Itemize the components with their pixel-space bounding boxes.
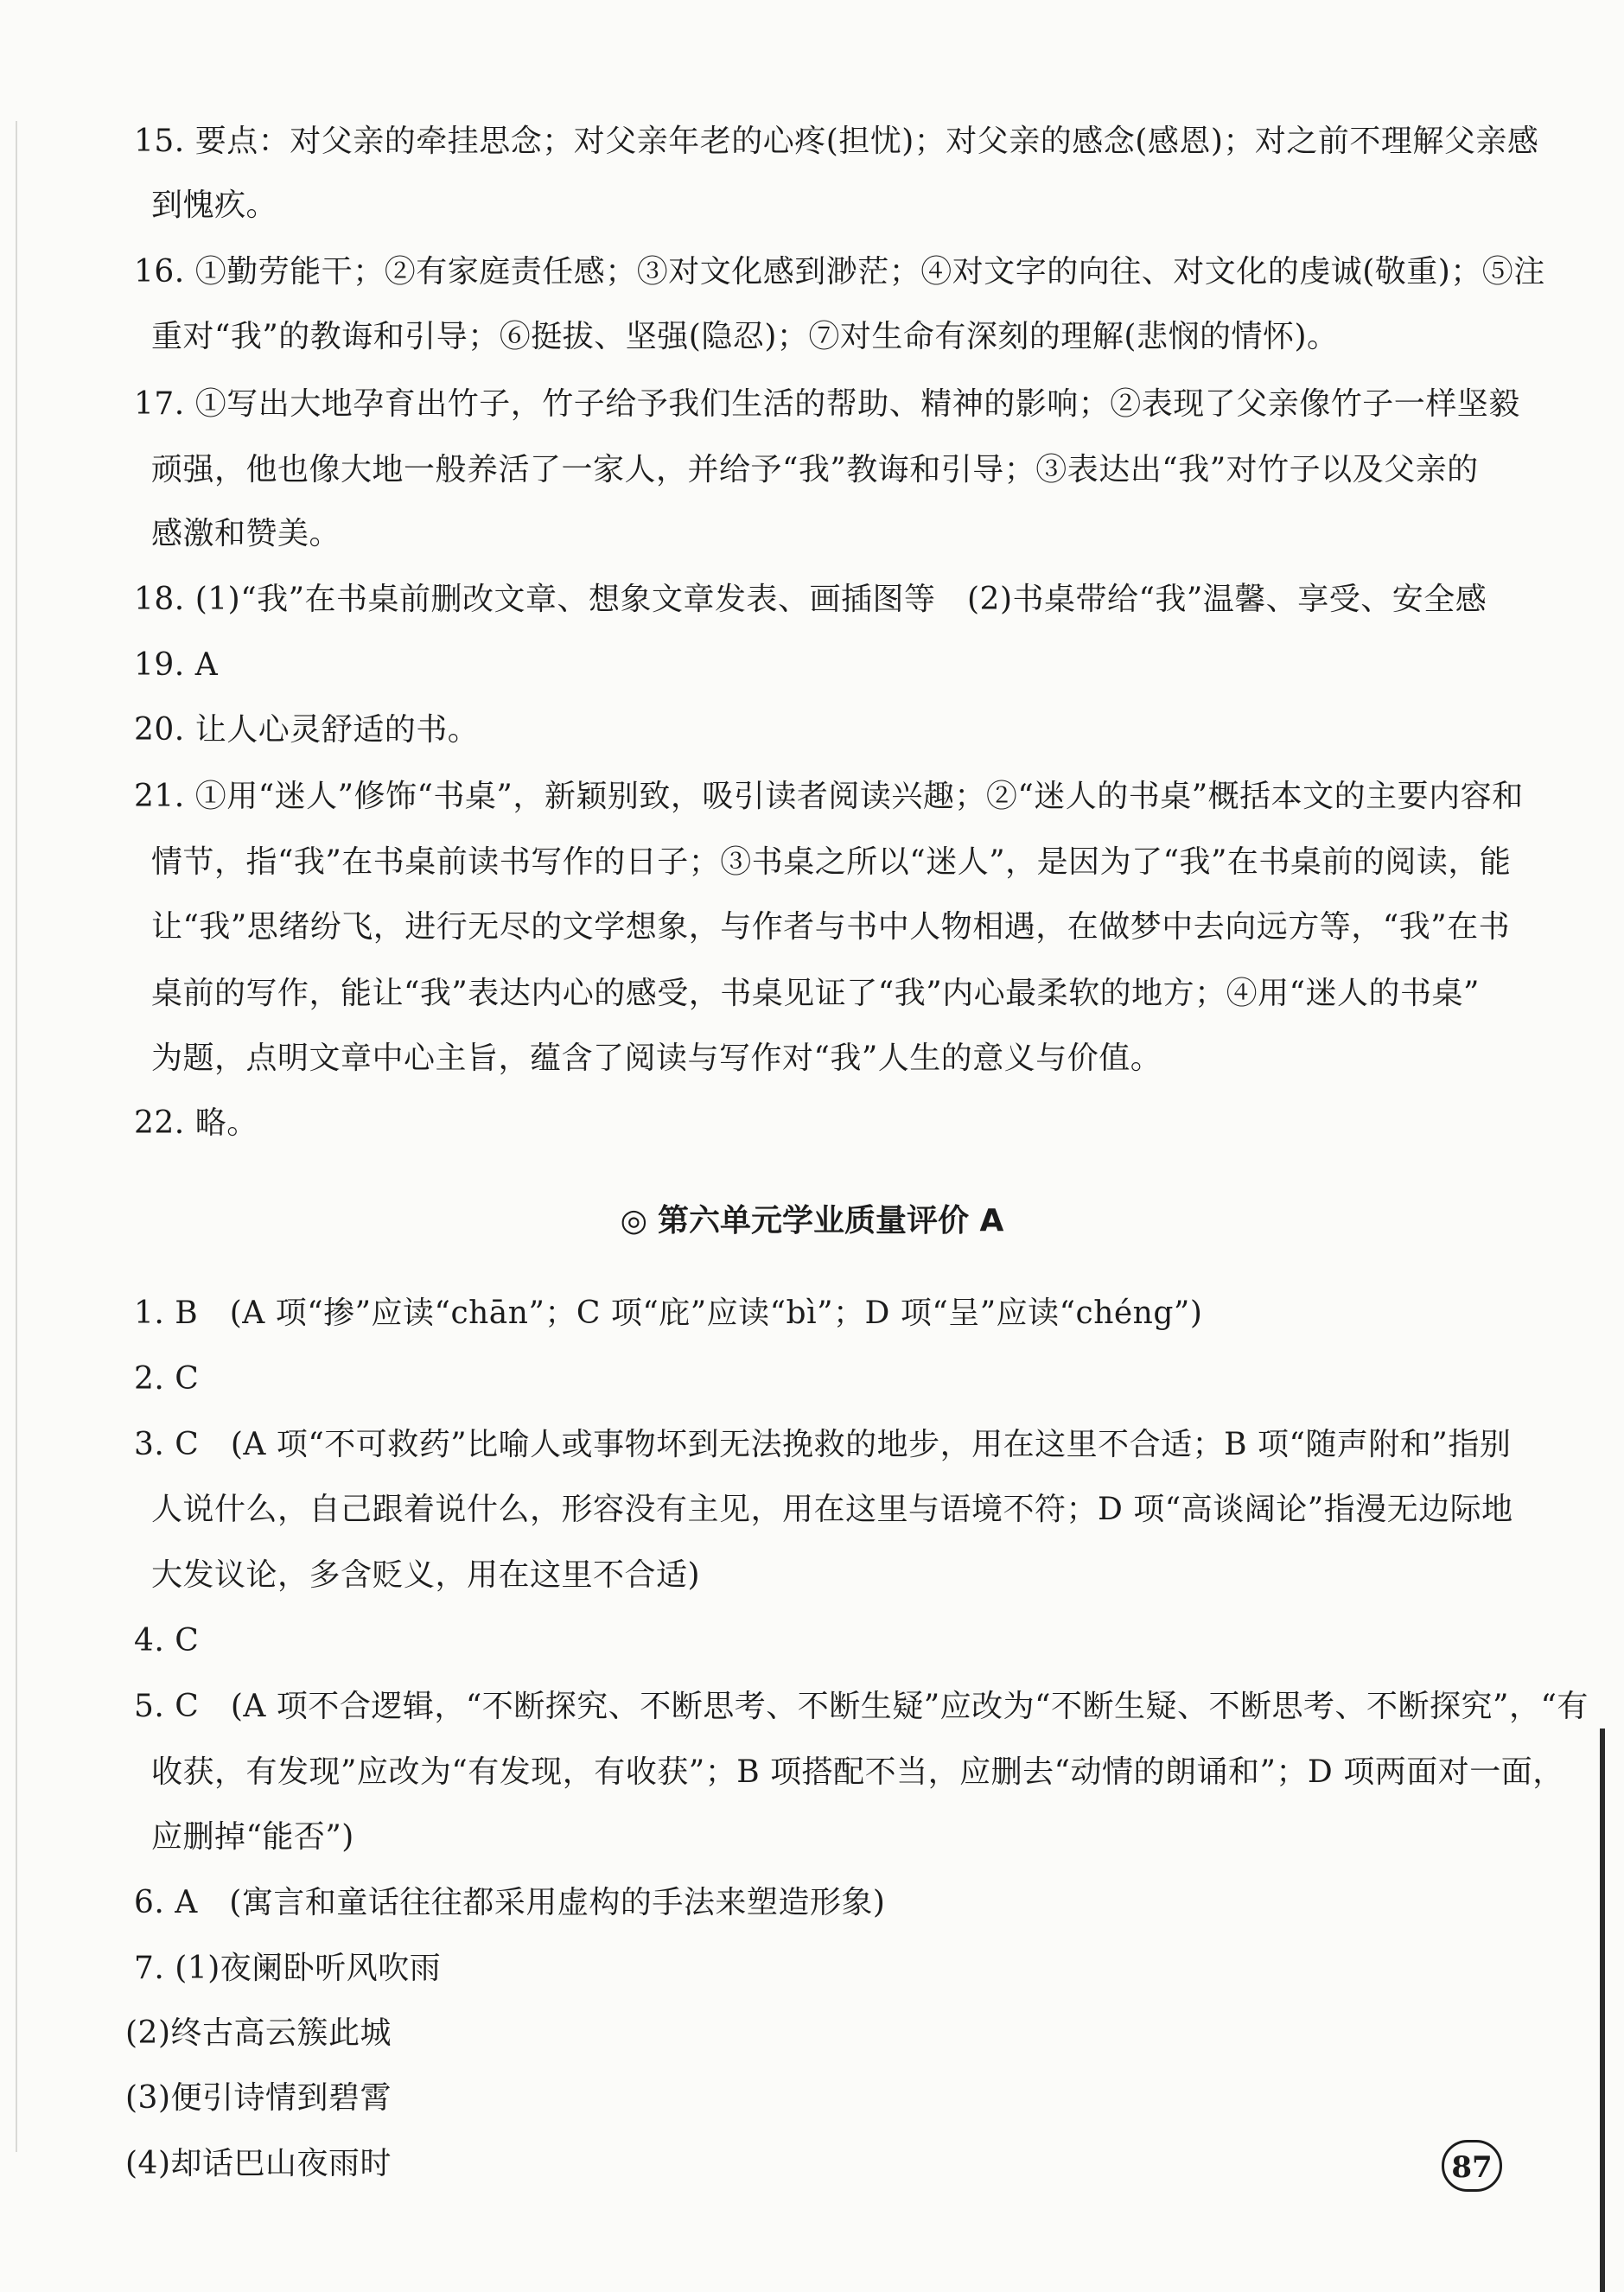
answer-21-line-1: 21. ①用“迷人”修饰“书桌”，新颖别致，吸引读者阅读兴趣；②“迷人的书桌”概括本文的主要内容和 (134, 779, 1524, 814)
bullseye-icon: ◎ (620, 1203, 647, 1238)
answer-17-line-1: 17. ①写出大地孕育出竹子，竹子给予我们生活的帮助、精神的影响；②表现了父亲像竹子一样坚毅 (134, 386, 1520, 422)
unit6-answer-7-line-2: (2)终古高云簇此城 (125, 2015, 392, 2051)
answer-17-line-2: 顽强，他也像大地一般养活了一家人，并给予“我”教诲和引导；③表达出“我”对竹子以及父亲的 (151, 452, 1479, 487)
unit6-answer-3-line-1: 3. C (A 项“不可救药”比喻人或事物坏到无法挽救的地步，用在这里不合适；B 项“随声附和”指别 (134, 1427, 1512, 1462)
unit6-answer-7-line-4: (4)却话巴山夜雨时 (125, 2146, 392, 2181)
unit6-answer-7-line-3: (3)便引诗情到碧霄 (125, 2080, 392, 2116)
page-number: 87 (1442, 2140, 1502, 2192)
answer-17-line-3: 感激和赞美。 (151, 516, 341, 551)
unit6-answer-2-line-1: 2. C (134, 1361, 200, 1397)
answer-19-line-1: 19. A (134, 647, 219, 683)
unit6-answer-5-line-3: 应删掉“能否”) (151, 1819, 354, 1855)
answer-15-line-2: 到愧疚。 (151, 188, 278, 223)
answer-21-line-5: 为题，点明文章中心主旨，蕴含了阅读与写作对“我”人生的意义与价值。 (151, 1041, 1162, 1076)
unit6-answer-4-line-1: 4. C (134, 1623, 200, 1659)
unit6-answer-3-line-3: 大发议论，多含贬义，用在这里不合适) (151, 1557, 701, 1593)
answer-22-line-1: 22. 略。 (134, 1105, 258, 1141)
section-title-text: 第六单元学业质量评价 A (658, 1203, 1004, 1238)
left-margin-rule (16, 121, 17, 2152)
unit6-answer-3-line-2: 人说什么，自己跟着说什么，形容没有主见，用在这里与语境不符；D 项“高谈阔论”指漫无边际地 (151, 1492, 1513, 1527)
unit6-answer-7-line-1: 7. (1)夜阑卧听风吹雨 (134, 1951, 442, 1986)
answer-16-line-1: 16. ①勤劳能干；②有家庭责任感；③对文化感到渺茫；④对文字的向往、对文化的虔诚(敬重)；⑤注 (134, 254, 1545, 290)
answer-15-line-1: 15. 要点：对父亲的牵挂思念；对父亲年老的心疼(担忧)；对父亲的感念(感恩)；对之前不理解父亲感 (134, 124, 1539, 159)
unit6-answer-5-line-1: 5. C (A 项不合逻辑，“不断探究、不断思考、不断生疑”应改为“不断生疑、不断思考、不断探究”，“有 (134, 1689, 1589, 1724)
answer-21-line-3: 让“我”思绪纷飞，进行无尽的文学想象，与作者与书中人物相遇，在做梦中去向远方等，“我”在书 (151, 909, 1511, 945)
unit6-answer-6-line-1: 6. A (寓言和童话往往都采用虚构的手法来塑造形象) (134, 1885, 886, 1920)
unit6-answer-1-line-1: 1. B (A 项“掺”应读“chān”；C 项“庇”应读“bì”；D 项“呈”应读“chéng”) (134, 1296, 1203, 1331)
section-title (0, 1203, 1624, 1239)
answer-21-line-2: 情节，指“我”在书桌前读书写作的日子；③书桌之所以“迷人”，是因为了“我”在书桌前的阅读，能 (151, 844, 1512, 880)
unit6-answer-5-line-2: 收获，有发现”应改为“有发现，有收获”；B 项搭配不当，应删去“动情的朗诵和”；D 项两面对一面， (151, 1754, 1564, 1790)
right-edge-shadow (1600, 1729, 1605, 2292)
answer-21-line-4: 桌前的写作，能让“我”表达内心的感受，书桌见证了“我”内心最柔软的地方；④用“迷人的书桌” (151, 976, 1480, 1011)
answer-20-line-1: 20. 让人心灵舒适的书。 (134, 712, 480, 748)
answer-18-line-1: 18. (1)“我”在书桌前删改文章、想象文章发表、画插图等 (2)书桌带给“我”温馨、享受、安全感 (134, 582, 1487, 617)
answer-16-line-2: 重对“我”的教诲和引导；⑥挺拔、坚强(隐忍)；⑦对生命有深刻的理解(悲悯的情怀)。 (151, 319, 1339, 354)
